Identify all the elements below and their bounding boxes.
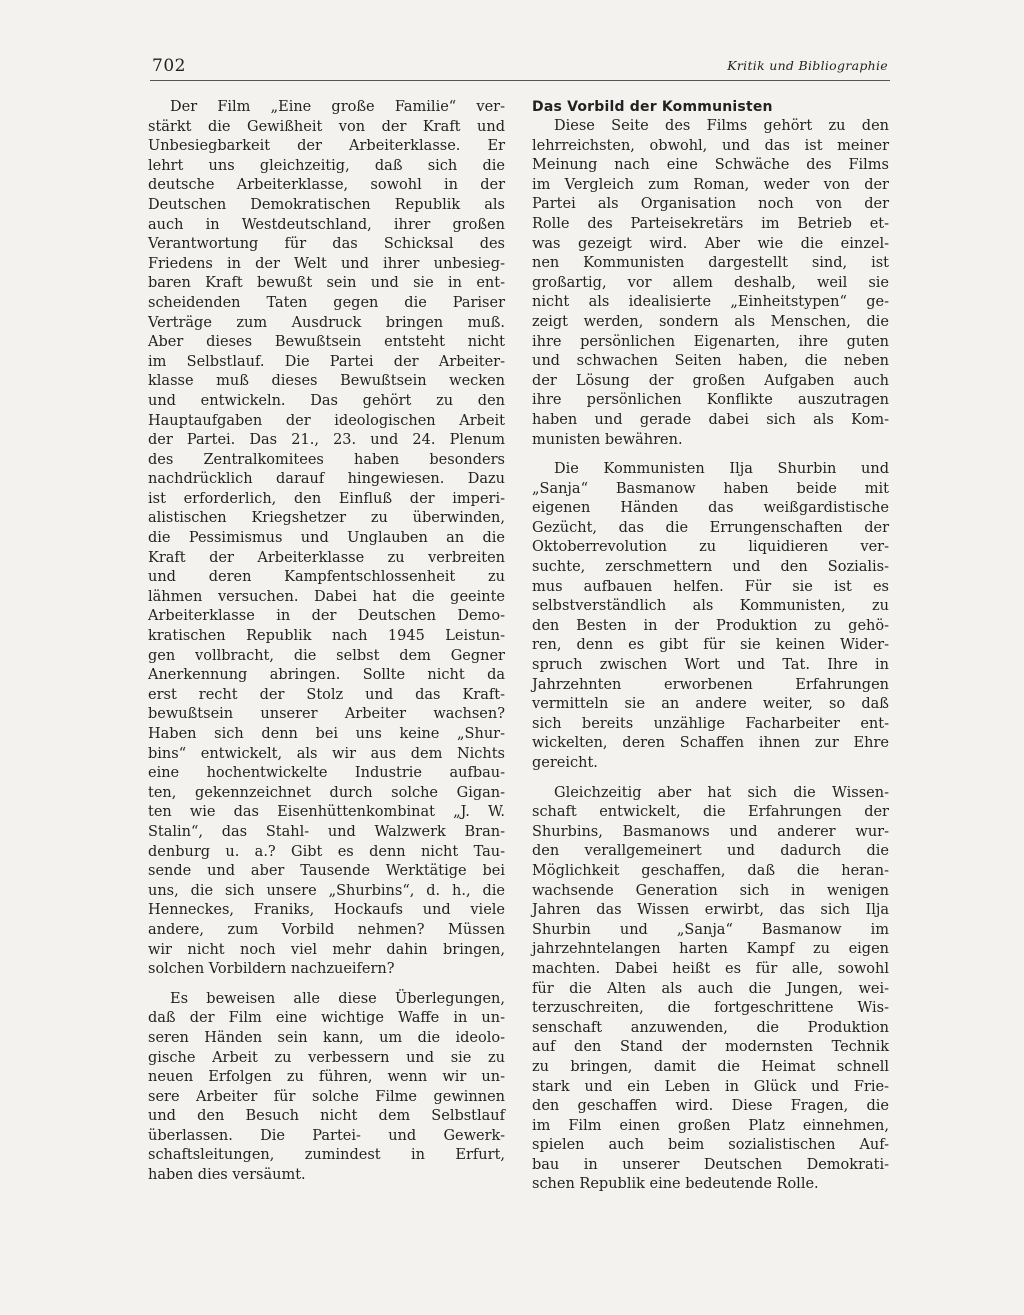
text-line: Möglichkeit geschaffen, daß die heran- — [532, 862, 889, 879]
text-line: „Sanja“ Basmanow haben beide mit — [532, 480, 889, 497]
text-line: Shurbins, Basmanows und anderer wur- — [532, 823, 889, 840]
text-line: neuen Erfolgen zu führen, wenn wir un- — [148, 1069, 505, 1086]
text-line: Diese Seite des Films gehört zu den — [554, 118, 889, 134]
text-line: deutsche Arbeiterklasse, sowohl in der — [148, 177, 505, 194]
paragraph — [532, 117, 889, 450]
text-line: nachdrücklich darauf hingewiesen. Dazu — [148, 471, 505, 488]
paragraph — [532, 784, 889, 1195]
text-line: solchen Vorbildern nachzueifern? — [148, 961, 395, 978]
text-line: den geschaffen wird. Diese Fragen, die — [532, 1098, 889, 1115]
text-line: alistischen Kriegshetzer zu überwinden, — [148, 510, 505, 527]
text-line: stärkt die Gewißheit von der Kraft und — [148, 118, 505, 135]
text-line: im Vergleich zum Roman, weder von der — [532, 176, 889, 193]
paragraph — [148, 98, 505, 980]
running-head: Kritik und Bibliographie — [727, 58, 888, 73]
text-line: des Zentralkomitees haben besonders — [148, 451, 505, 468]
text-line: Friedens in der Welt und ihrer unbesieg- — [148, 255, 505, 272]
text-line: schen Republik eine bedeutende Rolle. — [532, 1176, 819, 1193]
text-line: munisten bewähren. — [532, 431, 683, 448]
text-line: spielen auch beim sozialistischen Auf- — [532, 1137, 889, 1154]
text-line: für die Alten als auch die Jungen, wei- — [532, 980, 889, 997]
text-line: schaft entwickelt, die Erfahrungen der — [532, 804, 889, 821]
text-line: lähmen versuchen. Dabei hat die geeinte — [148, 588, 505, 605]
paragraph — [148, 990, 505, 1186]
text-line: der Lösung der großen Aufgaben auch — [532, 372, 889, 389]
text-line: haben und gerade dabei sich als Kom- — [532, 411, 889, 428]
paragraph-gap — [532, 774, 889, 784]
text-line: jahrzehntelangen harten Kampf zu eigen — [532, 941, 889, 958]
text-line: Stalin“, das Stahl- und Walzwerk Bran- — [148, 823, 505, 840]
text-line: uns, die sich unsere „Shurbins“, d. h., die — [148, 882, 505, 899]
text-line: lehrt uns gleichzeitig, daß sich die — [148, 157, 505, 174]
text-line: eine hochentwickelte Industrie aufbau- — [148, 765, 505, 782]
text-line: ihre persönlichen Konflikte auszutragen — [532, 392, 889, 409]
text-line: Henneckes, Franiks, Hockaufs und viele — [148, 902, 505, 919]
text-line: Verantwortung für das Schicksal des — [148, 236, 505, 253]
text-line: im Selbstlauf. Die Partei der Arbeiter- — [148, 353, 505, 370]
text-line: Hauptaufgaben der ideologischen Arbeit — [148, 412, 505, 429]
text-line: Die Kommunisten Ilja Shurbin und — [554, 461, 889, 478]
text-line: gen vollbracht, die selbst dem Gegner — [148, 647, 505, 664]
text-line: Anerkennung abringen. Sollte nicht da — [148, 667, 505, 684]
text-line: Shurbin und „Sanja“ Basmanow im — [532, 921, 889, 938]
text-line: und entwickeln. Das gehört zu den — [148, 392, 505, 409]
text-line: suchte, zerschmettern und den Sozialis- — [532, 559, 889, 576]
text-line: gische Arbeit zu verbessern und sie zu — [148, 1049, 505, 1066]
text-line: ist erforderlich, den Einfluß der imperi- — [148, 490, 505, 507]
text-line: Jahren das Wissen erwirbt, das sich Ilja — [532, 902, 889, 919]
text-line: Kraft der Arbeiterklasse zu verbreiten — [148, 549, 505, 566]
text-line: eigenen Händen das weißgardistische — [532, 500, 889, 517]
text-line: klasse muß dieses Bewußtsein wecken — [148, 373, 505, 390]
text-line: den verallgemeinert und dadurch die — [532, 843, 889, 860]
text-line: bins“ entwickelt, als wir aus dem Nichts — [148, 745, 505, 762]
text-line: bau in unserer Deutschen Demokrati- — [532, 1156, 889, 1173]
paragraph — [532, 460, 889, 774]
text-line: lehrreichsten, obwohl, und das ist meiner — [532, 137, 889, 154]
text-line: ten wie das Eisenhüttenkombinat „J. W. — [148, 804, 505, 821]
text-line: Rolle des Parteisekretärs im Betrieb et- — [532, 215, 889, 232]
text-line: baren Kraft bewußt sein und sie in ent- — [148, 275, 505, 292]
text-line: schaftsleitungen, zumindest in Erfurt, — [148, 1147, 505, 1164]
text-line: Der Film „Eine große Familie“ ver- — [170, 99, 505, 115]
text-line: Haben sich denn bei uns keine „Shur- — [148, 726, 505, 742]
text-line: auch in Westdeutschland, ihrer großen — [148, 216, 505, 233]
text-line: ihre persönlichen Eigenarten, ihre guten — [532, 333, 889, 350]
text-line: wickelten, deren Schaffen ihnen zur Ehre — [532, 735, 889, 752]
text-line: den Besten in der Produktion zu gehö- — [532, 617, 889, 634]
section-heading: Das Vorbild der Kommunisten — [532, 99, 773, 115]
text-line: großartig, vor allem deshalb, weil sie — [532, 274, 889, 291]
text-line: senschaft anzuwenden, die Produktion — [532, 1019, 889, 1036]
text-line: Arbeiterklasse in der Deutschen Demo- — [148, 608, 505, 625]
text-line: Deutschen Demokratischen Republik als — [148, 196, 505, 213]
text-line: Gleichzeitig aber hat sich die Wissen- — [554, 784, 889, 801]
text-line: auf den Stand der modernsten Technik — [532, 1039, 889, 1056]
text-line: der Partei. Das 21., 23. und 24. Plenum — [148, 432, 505, 449]
text-line: haben dies versäumt. — [148, 1167, 306, 1184]
text-line: gereicht. — [532, 755, 598, 771]
right-column — [532, 98, 889, 1195]
text-line: Verträge zum Ausdruck bringen muß. — [148, 314, 505, 331]
text-line: machten. Dabei heißt es für alle, sowohl — [532, 960, 889, 977]
text-line: ten, gekennzeichnet durch solche Gigan- — [148, 784, 505, 801]
text-line: zeigt werden, sondern als Menschen, die — [532, 313, 889, 330]
text-line: sende und aber Tausende Werktätige bei — [148, 863, 505, 880]
text-line: spruch zwischen Wort und Tat. Ihre in — [532, 657, 889, 674]
text-line: erst recht der Stolz und das Kraft- — [148, 686, 505, 703]
page-number: 702 — [152, 56, 186, 76]
text-line: was gezeigt wird. Aber wie die einzel- — [532, 235, 889, 252]
text-line: selbstverständlich als Kommunisten, zu — [532, 598, 889, 615]
text-line: und deren Kampfentschlossenheit zu — [148, 569, 505, 586]
text-line: vermitteln sie an andere weiter, so daß — [532, 696, 889, 713]
text-line: sich bereits unzählige Facharbeiter ent- — [532, 715, 889, 732]
text-line: die Pessimismus und Unglauben an die — [148, 530, 505, 547]
text-line: sere Arbeiter für solche Filme gewinnen — [148, 1088, 505, 1105]
text-line: und den Besuch nicht dem Selbstlauf — [148, 1108, 505, 1125]
text-line: nen Kommunisten dargestellt sind, ist — [532, 255, 889, 272]
paragraph-gap — [532, 450, 889, 460]
text-line: terzuschreiten, die fortgeschrittene Wis- — [532, 1000, 889, 1017]
left-column — [148, 98, 505, 1186]
text-line: nicht als idealisierte „Einheitstypen“ ge- — [532, 294, 889, 311]
text-line: andere, zum Vorbild nehmen? Müssen — [148, 921, 505, 938]
text-line: Es beweisen alle diese Überlegungen, — [170, 990, 505, 1007]
text-line: wir nicht noch viel mehr dahin bringen, — [148, 941, 505, 958]
text-line: mus aufbauen helfen. Für sie ist es — [532, 578, 889, 595]
text-line: Unbesiegbarkeit der Arbeiterklasse. Er — [148, 138, 505, 155]
text-line: daß der Film eine wichtige Waffe in un- — [148, 1010, 505, 1027]
text-line: Gezücht, das die Errungenschaften der — [532, 519, 889, 536]
text-line: ren, denn es gibt für sie keinen Wider- — [532, 637, 889, 654]
text-line: zu bringen, damit die Heimat schnell — [532, 1058, 889, 1075]
text-line: seren Händen sein kann, um die ideolo- — [148, 1029, 505, 1046]
text-line: bewußtsein unserer Arbeiter wachsen? — [148, 706, 505, 723]
text-line: im Film einen großen Platz einnehmen, — [532, 1117, 889, 1134]
text-line: denburg u. a.? Gibt es denn nicht Tau- — [148, 843, 505, 860]
text-line: überlassen. Die Partei- und Gewerk- — [148, 1127, 505, 1144]
text-line: scheidenden Taten gegen die Pariser — [148, 294, 505, 311]
header-rule — [150, 80, 890, 81]
text-line: und schwachen Seiten haben, die neben — [532, 353, 889, 370]
paragraph-gap — [148, 980, 505, 990]
text-line: Aber dieses Bewußtsein entsteht nicht — [148, 334, 505, 351]
text-line: Oktoberrevolution zu liquidieren ver- — [532, 539, 889, 556]
text-line: stark und ein Leben in Glück und Frie- — [532, 1078, 889, 1095]
text-line: Jahrzehnten erworbenen Erfahrungen — [532, 676, 889, 693]
text-line: Partei als Organisation noch von der — [532, 196, 889, 213]
text-line: kratischen Republik nach 1945 Leistun- — [148, 628, 505, 645]
text-line: wachsende Generation sich in wenigen — [532, 882, 889, 899]
text-line: Meinung nach eine Schwäche des Films — [532, 157, 889, 174]
